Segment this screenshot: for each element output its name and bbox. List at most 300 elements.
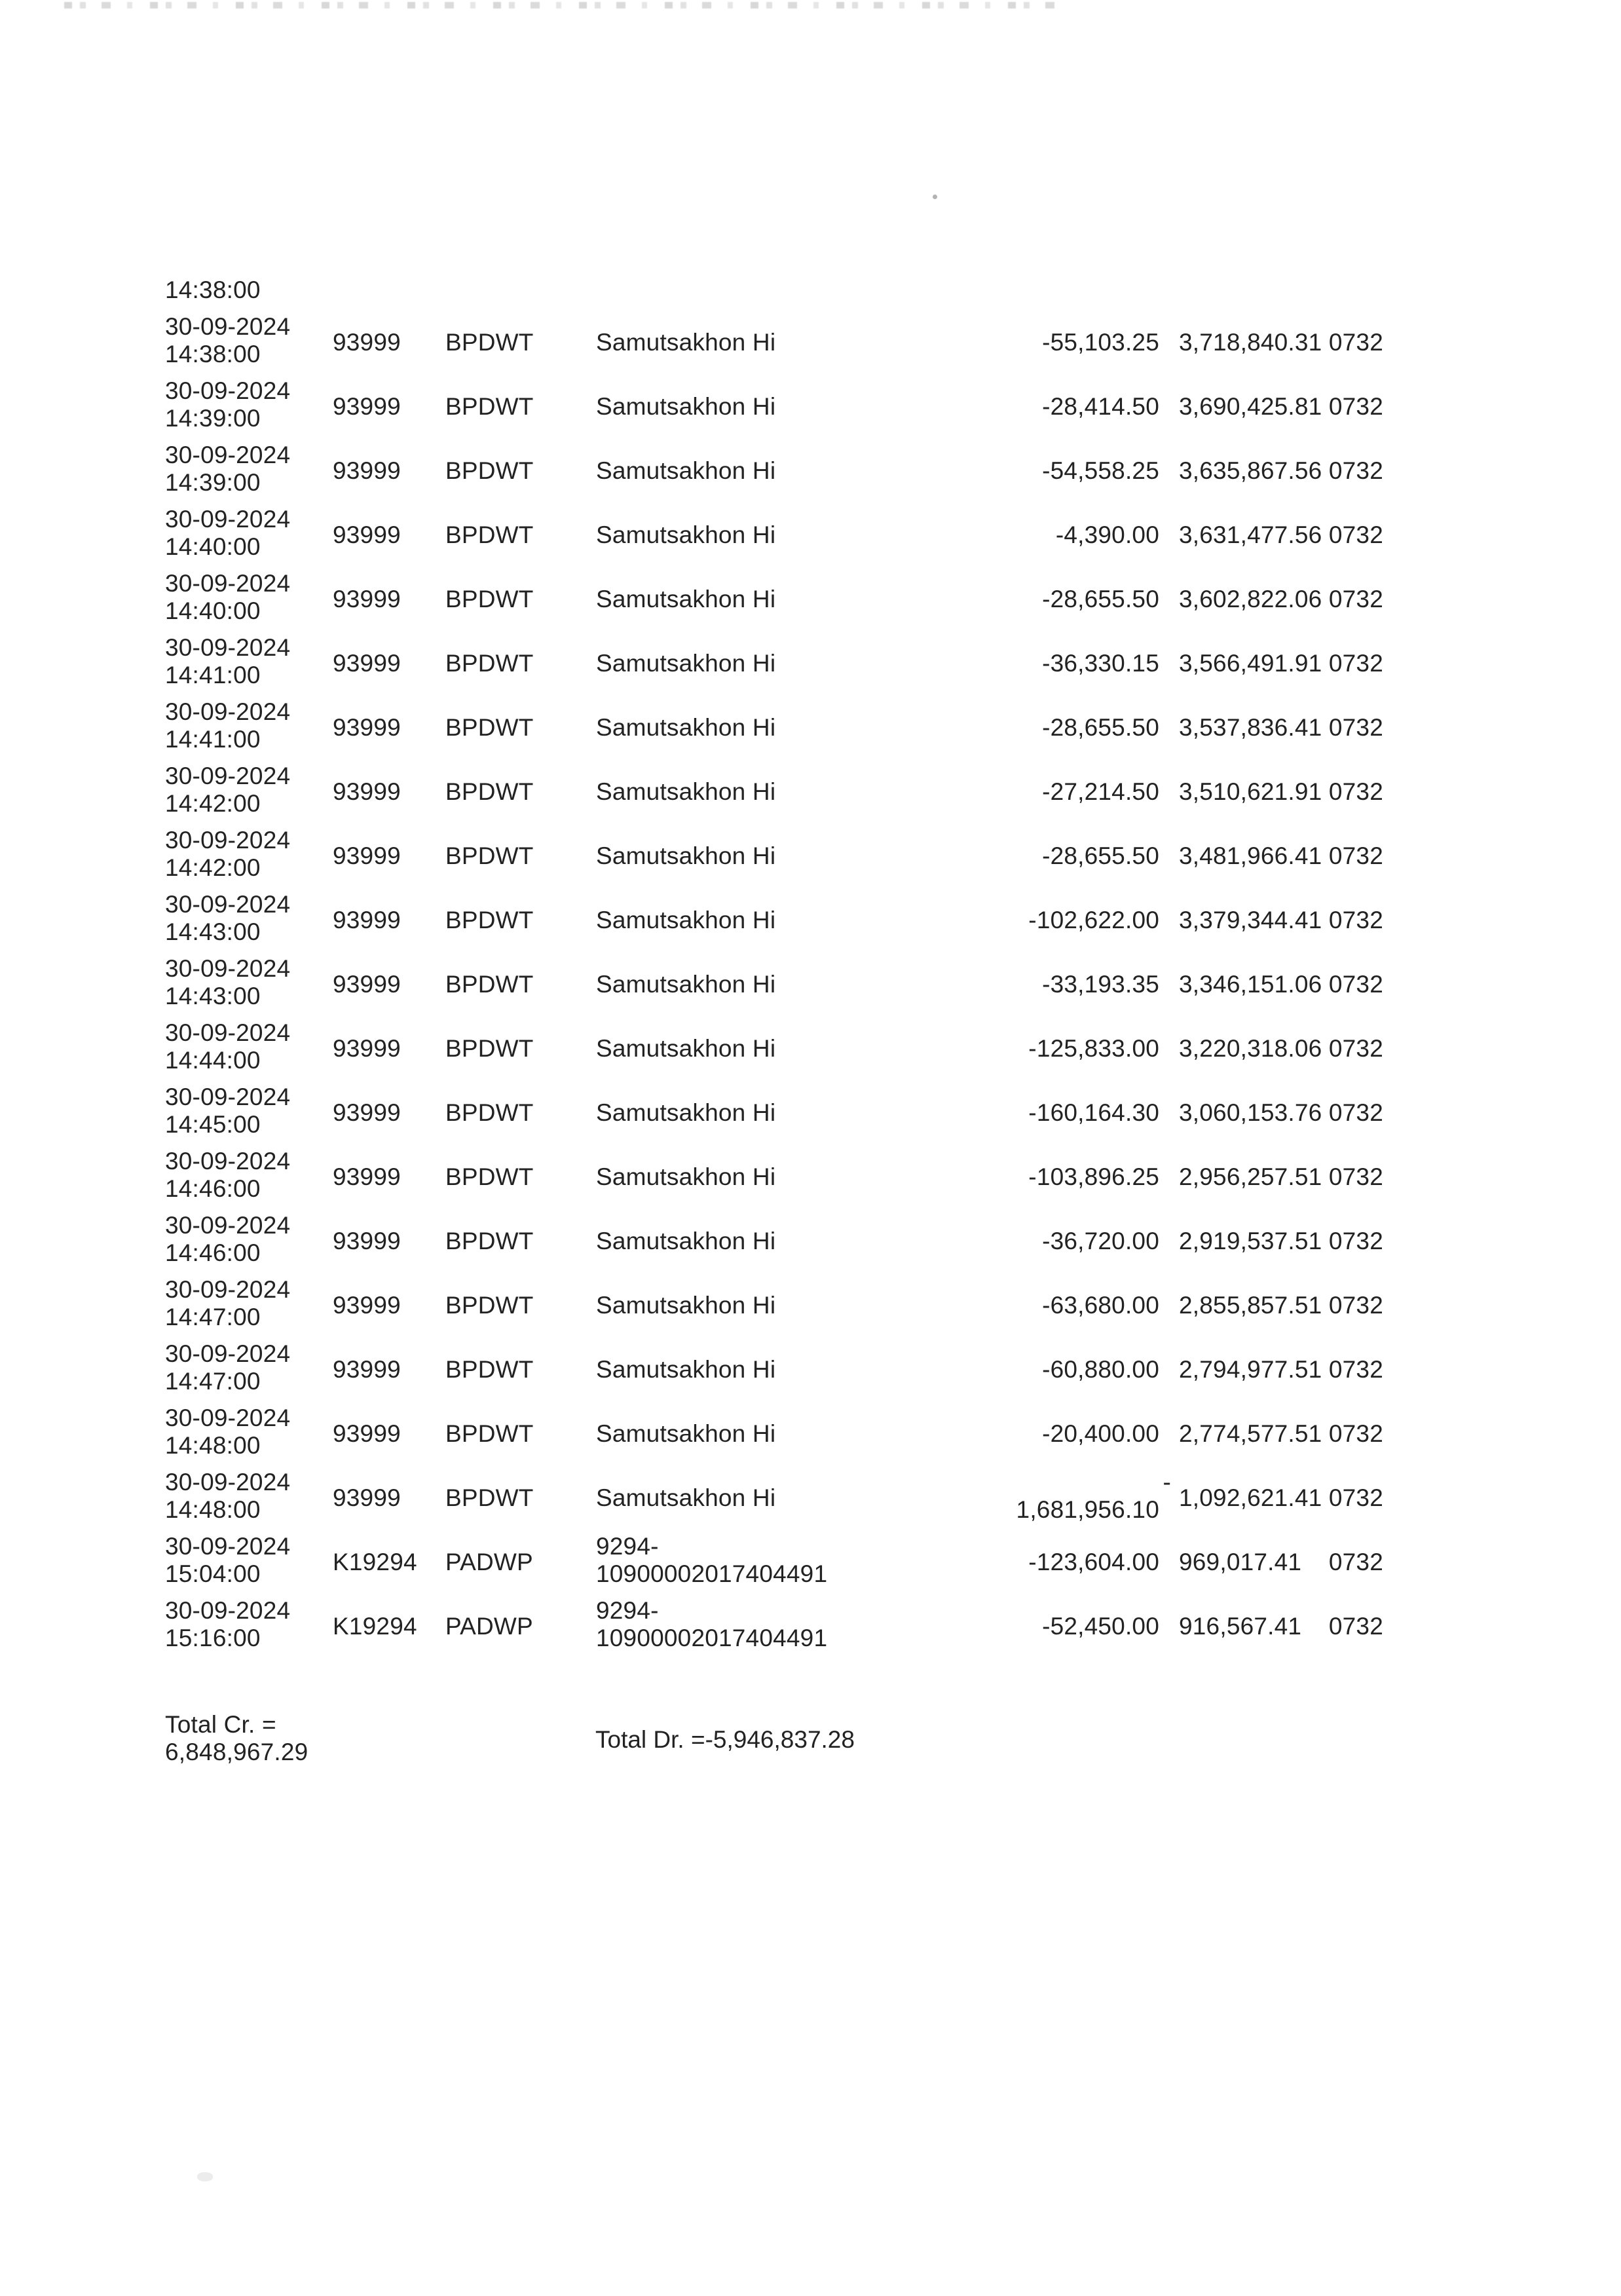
branch-code-text: 0732 bbox=[1328, 1484, 1383, 1511]
branch-code-text: 0732 bbox=[1328, 1549, 1383, 1575]
branch-code-text: 0732 bbox=[1328, 1356, 1383, 1383]
branch-code-text: 0732 bbox=[1328, 1292, 1383, 1319]
description-text: Samutsakhon Hi bbox=[596, 329, 776, 356]
branch-code-text: 0732 bbox=[1328, 1613, 1383, 1640]
date-cell bbox=[165, 1338, 326, 1402]
amount-text: -28,655.50 bbox=[1042, 714, 1159, 741]
balance-cell bbox=[1179, 1081, 1320, 1145]
transaction-row bbox=[165, 1145, 1449, 1209]
time-text: 14:40:00 bbox=[165, 597, 261, 624]
channel-text: BPDWT bbox=[445, 842, 534, 869]
amount-text-line2 bbox=[938, 276, 1159, 304]
amount-cell bbox=[938, 1466, 1171, 1530]
date-cell bbox=[165, 1209, 326, 1273]
balance-cell bbox=[1179, 631, 1320, 696]
date-cell bbox=[165, 952, 326, 1017]
code-text: 93999 bbox=[333, 971, 401, 998]
time-text: 14:44:00 bbox=[165, 1047, 261, 1074]
amount-cell bbox=[938, 1402, 1159, 1466]
description-text-line2 bbox=[596, 1047, 878, 1074]
code-cell bbox=[333, 760, 441, 824]
branch-code-text: 0732 bbox=[1328, 457, 1383, 484]
amount-cell bbox=[938, 375, 1159, 439]
branch-code-text: 0732 bbox=[1328, 521, 1383, 548]
amount-cell bbox=[938, 1594, 1159, 1659]
code-text: 93999 bbox=[333, 1163, 401, 1190]
description-cell bbox=[596, 567, 878, 631]
code-text: 93999 bbox=[333, 457, 401, 484]
balance-text: 3,510,621.91 bbox=[1179, 778, 1322, 805]
balance-text: 3,566,491.91 bbox=[1179, 650, 1322, 677]
amount-text: -63,680.00 bbox=[1042, 1292, 1159, 1319]
code-text: 93999 bbox=[333, 1292, 401, 1319]
balance-text: 969,017.41 bbox=[1179, 1549, 1302, 1575]
description-text-line2 bbox=[596, 1432, 878, 1459]
amount-text: -28,414.50 bbox=[1042, 393, 1159, 420]
transaction-row bbox=[165, 1530, 1449, 1594]
date-cell bbox=[165, 631, 326, 696]
code-cell bbox=[333, 1402, 441, 1466]
code-text: 93999 bbox=[333, 1035, 401, 1062]
description-cell bbox=[596, 311, 878, 375]
amount-cell bbox=[938, 1081, 1159, 1145]
time-text: 14:46:00 bbox=[165, 1175, 261, 1202]
time-text: 14:41:00 bbox=[165, 662, 261, 688]
amount-cell bbox=[938, 1017, 1159, 1081]
date-cell bbox=[165, 1017, 326, 1081]
channel-cell bbox=[445, 567, 570, 631]
date-cell bbox=[165, 1273, 326, 1338]
code-text: 93999 bbox=[333, 907, 401, 933]
channel-text: BPDWT bbox=[445, 1484, 534, 1511]
description-text-line2 bbox=[596, 341, 878, 368]
code-cell bbox=[333, 439, 441, 503]
branch-cell bbox=[1323, 1273, 1383, 1338]
balance-cell bbox=[1179, 439, 1320, 503]
amount-cell bbox=[938, 1530, 1159, 1594]
date-text: 30-09-2024 bbox=[165, 570, 291, 597]
code-cell bbox=[333, 246, 441, 311]
date-cell bbox=[165, 375, 326, 439]
clipped-text-fragment bbox=[64, 0, 1056, 9]
code-text: 93999 bbox=[333, 1484, 401, 1511]
time-text: 14:38:00 bbox=[165, 341, 261, 367]
channel-text: BPDWT bbox=[445, 1035, 534, 1062]
branch-code-text: 0732 bbox=[1328, 1228, 1383, 1254]
description-text-line2 bbox=[596, 597, 878, 625]
code-cell bbox=[333, 1273, 441, 1338]
branch-code-text: 0732 bbox=[1328, 778, 1383, 805]
description-cell bbox=[596, 439, 878, 503]
scan-speck bbox=[933, 195, 937, 199]
amount-text-line2 bbox=[938, 1432, 1159, 1459]
balance-text: 3,635,867.56 bbox=[1179, 457, 1322, 484]
description-cell bbox=[596, 503, 878, 567]
description-text-line2 bbox=[596, 469, 878, 497]
channel-cell bbox=[445, 1338, 570, 1402]
balance-text: 1,092,621.41 bbox=[1179, 1484, 1322, 1511]
time-text: 14:48:00 bbox=[165, 1432, 261, 1459]
branch-cell bbox=[1323, 631, 1383, 696]
amount-text-line2 bbox=[938, 469, 1159, 497]
balance-text: 2,919,537.51 bbox=[1179, 1228, 1322, 1254]
channel-cell bbox=[445, 888, 570, 952]
code-cell bbox=[333, 952, 441, 1017]
code-text: 93999 bbox=[333, 329, 401, 356]
description-text: Samutsakhon Hi bbox=[596, 1420, 776, 1447]
description-text: Samutsakhon Hi bbox=[596, 393, 776, 420]
code-text: 93999 bbox=[333, 393, 401, 420]
description-text-line2 bbox=[596, 1239, 878, 1267]
date-text: 30-09-2024 bbox=[165, 1083, 291, 1110]
description-cell bbox=[596, 1530, 878, 1594]
code-cell bbox=[333, 824, 441, 888]
amount-text: -125,833.00 bbox=[1028, 1035, 1159, 1062]
amount-cell bbox=[938, 760, 1159, 824]
channel-cell bbox=[445, 503, 570, 567]
code-text: 93999 bbox=[333, 521, 401, 548]
code-cell bbox=[333, 567, 441, 631]
amount-text: -103,896.25 bbox=[1028, 1163, 1159, 1190]
date-cell bbox=[165, 888, 326, 952]
channel-text: BPDWT bbox=[445, 971, 534, 998]
description-cell bbox=[596, 696, 878, 760]
code-text: K19294 bbox=[333, 1549, 417, 1575]
code-text bbox=[333, 265, 441, 292]
channel-text: BPDWT bbox=[445, 1420, 534, 1447]
balance-cell bbox=[1179, 888, 1320, 952]
totals-row bbox=[165, 1706, 1449, 1770]
channel-text: BPDWT bbox=[445, 521, 534, 548]
code-text: 93999 bbox=[333, 1356, 401, 1383]
transaction-row bbox=[165, 952, 1449, 1017]
date-cell bbox=[165, 503, 326, 567]
description-cell bbox=[596, 375, 878, 439]
channel-cell bbox=[445, 696, 570, 760]
transaction-row bbox=[165, 1594, 1449, 1659]
amount-text-line2 bbox=[938, 983, 1159, 1010]
amount-text-line2 bbox=[938, 854, 1159, 882]
amount-text: -123,604.00 bbox=[1028, 1549, 1159, 1575]
description-text-line2: 10900002017404491 bbox=[596, 1560, 828, 1587]
date-text: 30-09-2024 bbox=[165, 1019, 291, 1046]
description-text-line2 bbox=[596, 1175, 878, 1203]
branch-code-text: 0732 bbox=[1328, 971, 1383, 998]
date-text: 30-09-2024 bbox=[165, 1404, 291, 1431]
date-text: 30-09-2024 bbox=[165, 1148, 291, 1175]
transaction-row bbox=[165, 888, 1449, 952]
channel-text: PADWP bbox=[445, 1549, 533, 1575]
date-cell bbox=[165, 246, 326, 311]
balance-text: 3,346,151.06 bbox=[1179, 971, 1322, 998]
total-credit-label: Total Cr. = bbox=[165, 1711, 276, 1738]
date-cell bbox=[165, 1145, 326, 1209]
code-text: 93999 bbox=[333, 586, 401, 612]
balance-text: 3,481,966.41 bbox=[1179, 842, 1322, 869]
channel-text: BPDWT bbox=[445, 907, 534, 933]
balance-cell bbox=[1179, 1338, 1320, 1402]
branch-cell bbox=[1323, 1081, 1383, 1145]
amount-text: -102,622.00 bbox=[1028, 907, 1159, 933]
branch-code-text: 0732 bbox=[1328, 1099, 1383, 1126]
branch-cell bbox=[1323, 1466, 1383, 1530]
date-cell bbox=[165, 824, 326, 888]
date-text: 30-09-2024 bbox=[165, 506, 291, 533]
amount-text-line2 bbox=[938, 597, 1159, 625]
branch-cell bbox=[1323, 311, 1383, 375]
description-text: Samutsakhon Hi bbox=[596, 971, 776, 998]
description-text: Samutsakhon Hi bbox=[596, 778, 776, 805]
time-text: 14:39:00 bbox=[165, 405, 261, 432]
transaction-row bbox=[165, 1273, 1449, 1338]
time-text: 14:40:00 bbox=[165, 533, 261, 560]
branch-cell bbox=[1323, 375, 1383, 439]
transaction-row bbox=[165, 1209, 1449, 1273]
branch-code-text: 0732 bbox=[1328, 1420, 1383, 1447]
branch-code-text: 0732 bbox=[1328, 650, 1383, 677]
channel-cell bbox=[445, 311, 570, 375]
time-text: 14:47:00 bbox=[165, 1304, 261, 1330]
branch-code-text: 0732 bbox=[1328, 714, 1383, 741]
description-text-line2 bbox=[596, 1496, 878, 1524]
amount-text-line2 bbox=[938, 1239, 1159, 1267]
amount-cell bbox=[938, 1338, 1159, 1402]
amount-cell bbox=[938, 503, 1159, 567]
time-text: 14:45:00 bbox=[165, 1111, 261, 1138]
channel-text: BPDWT bbox=[445, 457, 534, 484]
description-text: Samutsakhon Hi bbox=[596, 1484, 776, 1511]
transaction-row bbox=[165, 1402, 1449, 1466]
description-text-line2 bbox=[596, 918, 878, 946]
total-debit-text: Total Dr. =-5,946,837.28 bbox=[595, 1726, 855, 1753]
balance-text: 3,537,836.41 bbox=[1179, 714, 1322, 741]
branch-code-text: 0732 bbox=[1328, 907, 1383, 933]
description-text: Samutsakhon Hi bbox=[596, 1163, 776, 1190]
transaction-row bbox=[165, 503, 1449, 567]
channel-text: BPDWT bbox=[445, 393, 534, 420]
amount-cell bbox=[938, 1273, 1159, 1338]
date-text: 30-09-2024 bbox=[165, 891, 291, 918]
description-text-line2 bbox=[596, 983, 878, 1010]
balance-text bbox=[1179, 265, 1320, 292]
date-text: 30-09-2024 bbox=[165, 1212, 291, 1239]
channel-text: BPDWT bbox=[445, 1292, 534, 1319]
code-cell bbox=[333, 1530, 441, 1594]
description-text: Samutsakhon Hi bbox=[596, 650, 776, 677]
code-cell bbox=[333, 888, 441, 952]
branch-cell bbox=[1323, 1145, 1383, 1209]
amount-cell bbox=[938, 1209, 1159, 1273]
balance-text: 2,774,577.51 bbox=[1179, 1420, 1322, 1447]
amount-text: -36,330.15 bbox=[1042, 650, 1159, 677]
description-cell bbox=[596, 1145, 878, 1209]
amount-text: -33,193.35 bbox=[1042, 971, 1159, 998]
time-text: 14:39:00 bbox=[165, 469, 261, 496]
branch-code-text: 0732 bbox=[1328, 842, 1383, 869]
balance-cell bbox=[1179, 1402, 1320, 1466]
branch-cell bbox=[1323, 503, 1383, 567]
time-text: 14:38:00 bbox=[165, 276, 261, 303]
date-cell bbox=[165, 1594, 326, 1659]
description-cell bbox=[596, 246, 878, 311]
code-cell bbox=[333, 1594, 441, 1659]
total-credit-value: 6,848,967.29 bbox=[165, 1739, 308, 1765]
branch-cell bbox=[1323, 760, 1383, 824]
channel-cell bbox=[445, 1273, 570, 1338]
code-cell bbox=[333, 1017, 441, 1081]
code-text: 93999 bbox=[333, 714, 401, 741]
amount-text: -55,103.25 bbox=[1042, 329, 1159, 356]
balance-cell bbox=[1179, 1466, 1320, 1530]
balance-text: 3,379,344.41 bbox=[1179, 907, 1322, 933]
transaction-row bbox=[165, 824, 1449, 888]
date-text: 30-09-2024 bbox=[165, 762, 291, 789]
date-text: 30-09-2024 bbox=[165, 1340, 291, 1367]
transaction-table bbox=[165, 246, 1449, 1659]
channel-text: BPDWT bbox=[445, 778, 534, 805]
channel-text: BPDWT bbox=[445, 586, 534, 612]
date-text: 30-09-2024 bbox=[165, 377, 291, 404]
amount-text-line2 bbox=[938, 1047, 1159, 1074]
date-text: 30-09-2024 bbox=[165, 1276, 291, 1303]
date-cell bbox=[165, 311, 326, 375]
balance-cell bbox=[1179, 760, 1320, 824]
transaction-row bbox=[165, 1017, 1449, 1081]
date-text bbox=[165, 249, 326, 276]
channel-cell bbox=[445, 952, 570, 1017]
transaction-row bbox=[165, 1081, 1449, 1145]
code-cell bbox=[333, 1209, 441, 1273]
balance-cell bbox=[1179, 952, 1320, 1017]
code-text: K19294 bbox=[333, 1613, 417, 1640]
channel-text: BPDWT bbox=[445, 1099, 534, 1126]
description-text: 9294- bbox=[596, 1533, 659, 1560]
description-text: Samutsakhon Hi bbox=[596, 586, 776, 612]
amount-text: -36,720.00 bbox=[1042, 1228, 1159, 1254]
amount-text: -60,880.00 bbox=[1042, 1356, 1159, 1383]
date-text: 30-09-2024 bbox=[165, 1469, 291, 1496]
description-text-line2 bbox=[596, 533, 878, 561]
branch-cell bbox=[1323, 824, 1383, 888]
channel-text: BPDWT bbox=[445, 1163, 534, 1190]
amount-text: -28,655.50 bbox=[1042, 842, 1159, 869]
branch-code-text: 0732 bbox=[1328, 1035, 1383, 1062]
date-cell bbox=[165, 760, 326, 824]
branch-cell bbox=[1323, 1017, 1383, 1081]
time-text: 14:41:00 bbox=[165, 726, 261, 753]
description-cell bbox=[596, 1273, 878, 1338]
code-cell bbox=[333, 1466, 441, 1530]
description-cell bbox=[596, 1017, 878, 1081]
amount-cell bbox=[938, 888, 1159, 952]
amount-cell bbox=[938, 439, 1159, 503]
description-text: Samutsakhon Hi bbox=[596, 1099, 776, 1126]
description-text-line2 bbox=[596, 1368, 878, 1395]
time-text: 15:04:00 bbox=[165, 1560, 261, 1587]
code-cell bbox=[333, 1338, 441, 1402]
code-text: 93999 bbox=[333, 1099, 401, 1126]
time-text: 14:47:00 bbox=[165, 1368, 261, 1395]
balance-cell bbox=[1179, 696, 1320, 760]
description-text-line2: 10900002017404491 bbox=[596, 1625, 828, 1651]
date-cell bbox=[165, 696, 326, 760]
amount-text-line2 bbox=[938, 790, 1159, 818]
balance-cell bbox=[1179, 311, 1320, 375]
date-cell bbox=[165, 1402, 326, 1466]
time-text: 14:43:00 bbox=[165, 983, 261, 1009]
description-text: Samutsakhon Hi bbox=[596, 842, 776, 869]
description-text-line2 bbox=[596, 1111, 878, 1139]
channel-cell bbox=[445, 1209, 570, 1273]
balance-text: 3,690,425.81 bbox=[1179, 393, 1322, 420]
date-cell bbox=[165, 567, 326, 631]
balance-cell bbox=[1179, 824, 1320, 888]
code-text: 93999 bbox=[333, 842, 401, 869]
total-credit bbox=[165, 1706, 447, 1770]
branch-code-text: 0732 bbox=[1328, 586, 1383, 612]
amount-text-line2 bbox=[938, 662, 1159, 689]
date-text: 30-09-2024 bbox=[165, 634, 291, 661]
balance-text: 3,060,153.76 bbox=[1179, 1099, 1322, 1126]
date-text: 30-09-2024 bbox=[165, 955, 291, 982]
amount-cell bbox=[938, 1145, 1159, 1209]
channel-text: BPDWT bbox=[445, 650, 534, 677]
amount-text: - bbox=[1163, 1469, 1171, 1496]
channel-cell bbox=[445, 760, 570, 824]
amount-cell bbox=[938, 311, 1159, 375]
transaction-row bbox=[165, 631, 1449, 696]
amount-text: -52,450.00 bbox=[1042, 1613, 1159, 1640]
code-cell bbox=[333, 503, 441, 567]
channel-text: BPDWT bbox=[445, 714, 534, 741]
balance-text: 2,794,977.51 bbox=[1179, 1356, 1322, 1383]
branch-cell bbox=[1323, 1594, 1383, 1659]
code-text: 93999 bbox=[333, 650, 401, 677]
description-text: Samutsakhon Hi bbox=[596, 907, 776, 933]
channel-cell bbox=[445, 1145, 570, 1209]
description-text-line2 bbox=[596, 662, 878, 689]
description-text-line2 bbox=[596, 726, 878, 753]
balance-cell bbox=[1179, 1145, 1320, 1209]
description-cell bbox=[596, 1209, 878, 1273]
description-text: Samutsakhon Hi bbox=[596, 714, 776, 741]
amount-text-line2 bbox=[938, 341, 1159, 368]
time-text: 14:42:00 bbox=[165, 854, 261, 881]
branch-cell bbox=[1323, 952, 1383, 1017]
time-text: 14:46:00 bbox=[165, 1239, 261, 1266]
description-cell bbox=[596, 1402, 878, 1466]
amount-text-line2 bbox=[938, 533, 1159, 561]
balance-cell bbox=[1179, 1017, 1320, 1081]
channel-text: BPDWT bbox=[445, 1356, 534, 1383]
amount-text-line2 bbox=[938, 1560, 1159, 1588]
balance-cell bbox=[1179, 1209, 1320, 1273]
code-cell bbox=[333, 631, 441, 696]
description-cell bbox=[596, 888, 878, 952]
balance-text: 3,718,840.31 bbox=[1179, 329, 1322, 356]
channel-cell bbox=[445, 1017, 570, 1081]
channel-text: BPDWT bbox=[445, 1228, 534, 1254]
branch-cell bbox=[1323, 1338, 1383, 1402]
balance-cell bbox=[1179, 1530, 1320, 1594]
channel-cell bbox=[445, 1594, 570, 1659]
transaction-row bbox=[165, 439, 1449, 503]
branch-cell bbox=[1323, 696, 1383, 760]
balance-cell bbox=[1179, 503, 1320, 567]
amount-text: -54,558.25 bbox=[1042, 457, 1159, 484]
date-text: 30-09-2024 bbox=[165, 698, 291, 725]
amount-text: -27,214.50 bbox=[1042, 778, 1159, 805]
